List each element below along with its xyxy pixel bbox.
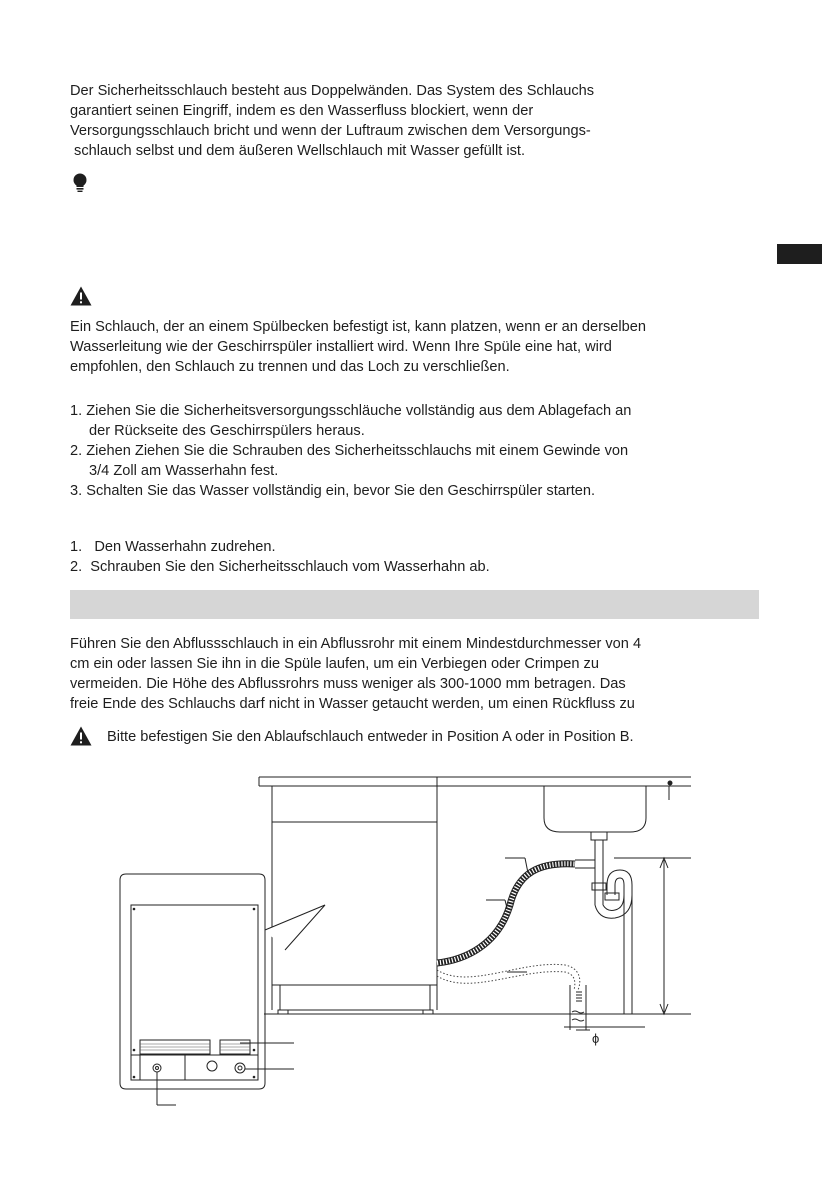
intro-line: Der Sicherheitsschlauch besteht aus Doppelwänden. Das System des Schlauchs: [70, 83, 595, 99]
disconnect-steps-list: [70, 537, 770, 577]
section-heading-band: [70, 590, 759, 619]
drain-notice-text: Bitte befestigen Sie den Ablaufschlauch entweder in Position A oder in Position B.: [107, 729, 634, 745]
drain-line: vermeiden. Die Höhe des Abflussrohrs muss weniger als 300-1000 mm betragen. Das: [70, 676, 626, 692]
warning-icon: [70, 726, 92, 746]
drain-line: cm ein oder lassen Sie ihn in die Spüle laufen, um ein Verbiegen oder Crimpen zu: [70, 656, 599, 672]
drain-paragraph: [70, 634, 770, 714]
step-line: der Rückseite des Geschirrspülers heraus.: [89, 423, 365, 439]
warning-line: Wasserleitung wie der Geschirrspüler installiert wird. Wenn Ihre Spüle eine hat, wird: [70, 339, 612, 355]
diameter-symbol: ϕ: [592, 1031, 600, 1046]
step-line: 1. Den Wasserhahn zudrehen.: [70, 539, 276, 555]
step-line: 1. Ziehen Sie die Sicherheitsversorgungsschläuche vollständig aus dem Ablagefach an: [70, 403, 632, 419]
drain-installation-diagram: [110, 770, 700, 1115]
step-line: 2. Ziehen Ziehen Sie die Schrauben des Sicherheitsschlauchs mit einem Gewinde von: [70, 443, 629, 459]
warning-icon: [70, 286, 92, 306]
warning-line: empfohlen, den Schlauch zu trennen und das Loch zu verschließen.: [70, 359, 510, 375]
step-line: 2. Schrauben Sie den Sicherheitsschlauch vom Wasserhahn ab.: [70, 559, 490, 575]
step-line: 3/4 Zoll am Wasserhahn fest.: [89, 463, 279, 479]
step-line: 3. Schalten Sie das Wasser vollständig ein, bevor Sie den Geschirrspüler starten.: [70, 483, 596, 499]
section-tab-marker: [777, 244, 822, 264]
lightbulb-icon: [73, 173, 87, 193]
drain-line: Führen Sie den Abflussschlauch in ein Abflussrohr mit einem Mindestdurchmesser von 4: [70, 636, 642, 652]
intro-line: garantiert seinen Eingriff, indem es den Wasserfluss blockiert, wenn der: [70, 103, 534, 119]
connect-steps-list: [70, 401, 770, 501]
drain-notice: [107, 727, 767, 747]
warning-paragraph: [70, 317, 770, 377]
intro-line: Versorgungsschlauch bricht und wenn der Luftraum zwischen dem Versorgungs-: [70, 123, 591, 139]
intro-paragraph: [70, 81, 770, 161]
intro-line: schlauch selbst und dem äußeren Wellschlauch mit Wasser gefüllt ist.: [70, 143, 526, 159]
warning-line: Ein Schlauch, der an einem Spülbecken befestigt ist, kann platzen, wenn er an derselben: [70, 319, 647, 335]
drain-line: freie Ende des Schlauchs darf nicht in Wasser getaucht werden, um einen Rückfluss zu: [70, 696, 635, 712]
